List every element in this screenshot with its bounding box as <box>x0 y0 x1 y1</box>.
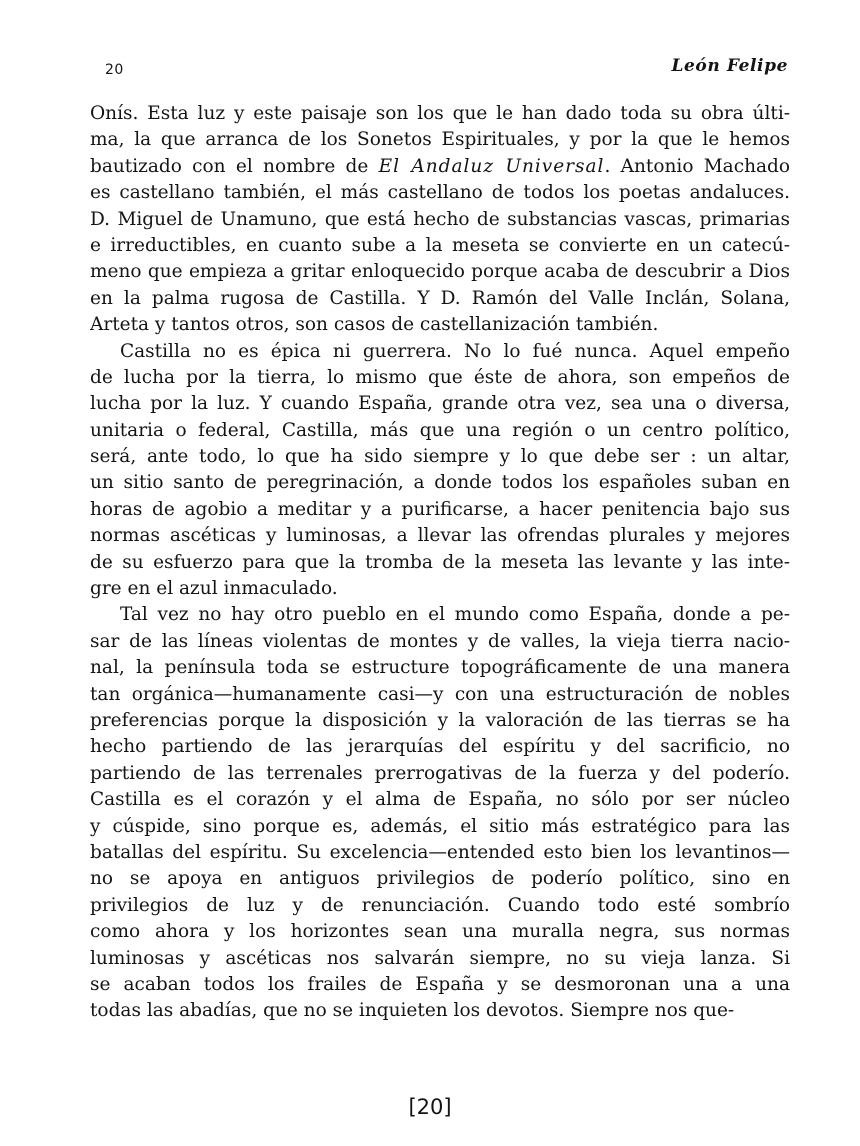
text-line: gre en el azul inmaculado. <box>90 578 338 600</box>
text-line: de su esfuerzo para que la tromba de la meseta las levante y las inte- <box>90 551 790 573</box>
text-line: será, ante todo, lo que ha sido siempre y lo que debe ser : un altar, <box>90 446 790 468</box>
text-line: hecho partiendo de las jerarquías del espíritu y del sacrificio, no <box>90 736 790 758</box>
folio: [20] <box>408 1095 452 1119</box>
text-line: meno que empieza a gritar enloquecido porque acaba de descubrir a Dios <box>90 261 790 283</box>
text-line: partiendo de las terrenales prerrogativas de la fuerza y del poderío. <box>90 762 790 784</box>
text-line: Tal vez no hay otro pueblo en el mundo como España, donde a pe- <box>120 604 790 626</box>
text-line: de lucha por la tierra, lo mismo que éste de ahora, son empeños de <box>90 366 790 388</box>
text-line: normas ascéticas y luminosas, a llevar las ofrendas plurales y mejores <box>90 525 790 547</box>
text-line: e irreductibles, en cuanto sube a la meseta se convierte en un catecú- <box>90 234 790 256</box>
text-line: es castellano también, el más castellano de todos los poetas andaluces. <box>90 182 790 204</box>
text-line: lucha por la luz. Y cuando España, grande otra vez, sea una o diversa, <box>90 393 790 415</box>
text-line: como ahora y los horizontes sean una muralla negra, sus normas <box>90 921 790 943</box>
text-line: en la palma rugosa de Castilla. Y D. Ramón del Valle Inclán, Solana, <box>90 287 790 309</box>
text-line: horas de agobio a meditar y a purificarse, a hacer penitencia bajo sus <box>90 498 790 520</box>
text-segment: bautizado con el nombre de <box>90 155 379 177</box>
paragraph <box>90 339 790 603</box>
text-line: sar de las líneas violentas de montes y de valles, la vieja tierra nacio- <box>90 630 790 652</box>
text-line: se acaban todos los frailes de España y se desmoronan una a una <box>90 973 790 995</box>
text-line: D. Miguel de Unamuno, que está hecho de substancias vascas, primarias <box>90 208 790 230</box>
paragraph <box>90 602 790 1024</box>
text-line: Arteta y tantos otros, son casos de castellanización también. <box>90 314 659 336</box>
text-line: no se apoya en antiguos privilegios de poderío político, sino en <box>90 868 790 890</box>
text-line: tan orgánica—humanamente casi—y con una estructuración de nobles <box>90 683 790 705</box>
text-line: todas las abadías, que no se inquieten los devotos. Siempre nos que- <box>90 1000 735 1022</box>
text-segment: . Antonio Machado <box>604 155 790 177</box>
text-line: Onís. Esta luz y este paisaje son los que le han dado toda su obra últi- <box>90 103 790 124</box>
text-line: privilegios de luz y de renunciación. Cuando todo esté sombrío <box>90 894 790 916</box>
text-line <box>90 154 790 180</box>
page-number: 20 <box>105 62 124 78</box>
text-line: unitaria o federal, Castilla, más que una región o un centro político, <box>90 419 790 441</box>
text-line: un sitio santo de peregrinación, a donde todos los españoles suban en <box>90 472 790 494</box>
text-line: y cúspide, sino porque es, además, el sitio más estratégico para las <box>90 815 790 837</box>
italic-title: El Andaluz Universal <box>378 155 605 177</box>
text-line: preferencias porque la disposición y la valoración de las tierras se ha <box>90 709 790 731</box>
body-text <box>90 101 790 1025</box>
text-line: ma, la que arranca de los Sonetos Espirituales, y por la que le hemos <box>90 129 790 151</box>
running-head: León Felipe <box>671 56 788 76</box>
paragraph <box>90 101 790 339</box>
text-line: Castilla es el corazón y el alma de España, no sólo por ser núcleo <box>90 789 790 811</box>
text-line: nal, la península toda se estructure topográficamente de una manera <box>90 657 790 679</box>
text-line: luminosas y ascéticas nos salvarán siempre, no su vieja lanza. Si <box>90 947 790 969</box>
text-line: batallas del espíritu. Su excelencia—entended esto bien los levantinos— <box>90 841 790 863</box>
text-line: Castilla no es épica ni guerrera. No lo fué nunca. Aquel empeño <box>120 340 790 362</box>
